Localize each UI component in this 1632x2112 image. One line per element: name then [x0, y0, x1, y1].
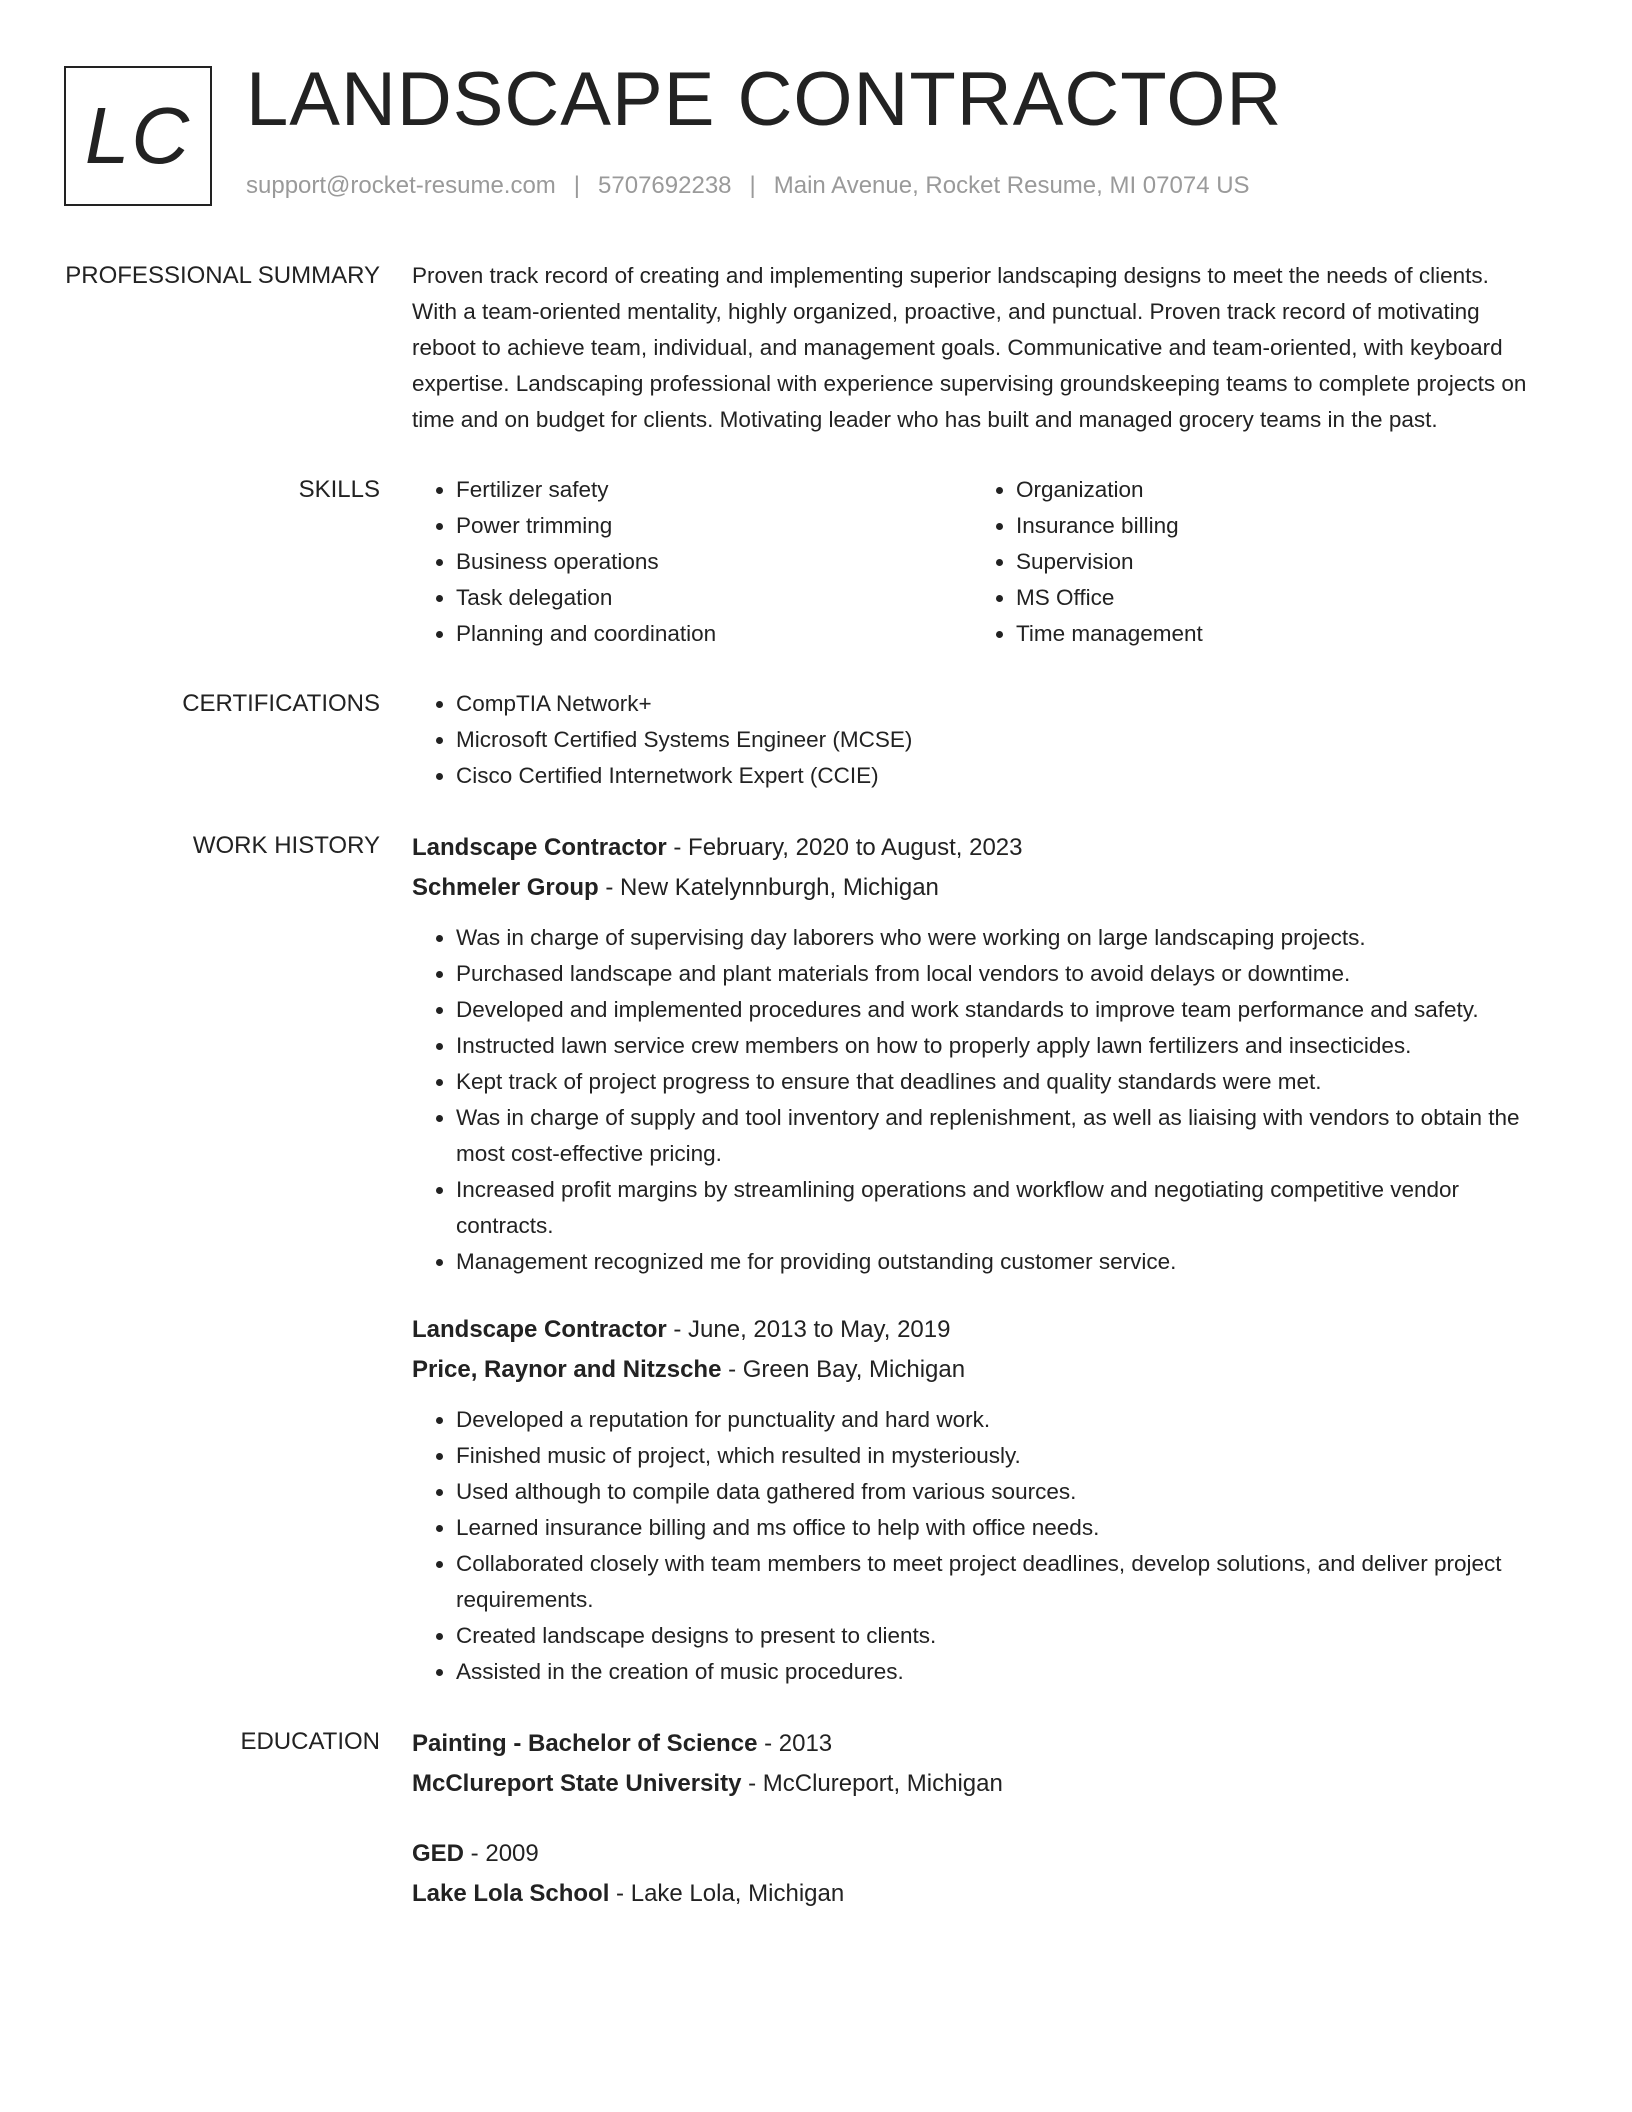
- section-body: [412, 686, 1532, 794]
- job-bullet: • Instructed lawn service crew members on how to properly apply lawn fertilizers and insecticides.: [456, 1028, 1532, 1064]
- monogram-initials: LC: [84, 91, 192, 180]
- education-school: McClureport State University: [412, 1770, 742, 1797]
- job-bullet: • Used although to compile data gathered from various sources.: [456, 1474, 1532, 1510]
- job-company: Schmeler Group: [412, 874, 599, 901]
- contact-phone[interactable]: 5707692238: [598, 172, 732, 199]
- section-certifications: [0, 686, 1632, 794]
- section-body: [412, 1724, 1532, 1944]
- candidate-title: LANDSCAPE CONTRACTOR: [246, 57, 1283, 142]
- section-label: EDUCATION: [240, 1728, 380, 1755]
- contact-address: Main Avenue, Rocket Resume, MI 07074 US: [773, 172, 1250, 199]
- skill-item: • Time management: [1016, 616, 1532, 652]
- contact-email[interactable]: support@rocket-resume.com: [246, 172, 556, 199]
- skill-item: • Business operations: [456, 544, 972, 580]
- job-title: Landscape Contractor: [412, 1316, 667, 1343]
- section-label: SKILLS: [298, 476, 380, 503]
- section-body: [412, 258, 1532, 438]
- education-entry: [412, 1834, 1532, 1914]
- skills-grid: [412, 472, 1532, 652]
- education-location: - Lake Lola, Michigan: [609, 1880, 845, 1907]
- job-dates: - June, 2013 to May, 2019: [666, 1316, 951, 1343]
- job-bullets: [412, 920, 1532, 1280]
- skill-item: • Organization: [1016, 472, 1532, 508]
- education-school: Lake Lola School: [412, 1880, 610, 1907]
- job-location: - Green Bay, Michigan: [721, 1356, 966, 1383]
- contact-separator: |: [749, 172, 756, 199]
- skills-column-2: [972, 472, 1532, 652]
- education-degree: GED: [412, 1840, 465, 1867]
- job-bullet: • Developed a reputation for punctuality and hard work.: [456, 1402, 1532, 1438]
- certification-item: • Microsoft Certified Systems Engineer (MCSE): [456, 722, 1532, 758]
- section-education: [0, 1724, 1632, 1944]
- section-label: PROFESSIONAL SUMMARY: [65, 262, 380, 289]
- section-work-history: [0, 828, 1632, 1720]
- education-year: - 2009: [464, 1840, 539, 1867]
- certification-item: • Cisco Certified Internetwork Expert (CCIE): [456, 758, 1532, 794]
- job-bullet: • Was in charge of supply and tool inventory and replenishment, as well as liaising with vendors to obtain the most cost-effective pricing.: [456, 1100, 1532, 1172]
- job-bullet: • Created landscape designs to present to clients.: [456, 1618, 1532, 1654]
- certification-item: • CompTIA Network+: [456, 686, 1532, 722]
- job-title: Landscape Contractor: [412, 834, 667, 861]
- job-company: Price, Raynor and Nitzsche: [412, 1356, 722, 1383]
- job-bullets: [412, 1402, 1532, 1690]
- job-bullet: • Assisted in the creation of music procedures.: [456, 1654, 1532, 1690]
- resume-sections: [0, 258, 1632, 1978]
- section-label: CERTIFICATIONS: [182, 690, 380, 717]
- job-bullet: • Management recognized me for providing outstanding customer service.: [456, 1244, 1532, 1280]
- job-title-line: [412, 828, 1532, 868]
- education-entry: [412, 1724, 1532, 1804]
- education-location: - McClureport, Michigan: [741, 1770, 1003, 1797]
- job-company-line: [412, 1350, 1532, 1390]
- job-company-line: [412, 868, 1532, 908]
- job-bullet: • Increased profit margins by streamlining operations and workflow and negotiating competitive vendor contracts.: [456, 1172, 1532, 1244]
- skills-column-1: [412, 472, 972, 652]
- education-degree: Painting - Bachelor of Science: [412, 1730, 758, 1757]
- contact-line: [246, 172, 1250, 200]
- job-bullet: • Was in charge of supervising day laborers who were working on large landscaping projects.: [456, 920, 1532, 956]
- skill-item: • MS Office: [1016, 580, 1532, 616]
- skill-item: • Insurance billing: [1016, 508, 1532, 544]
- section-summary: [0, 258, 1632, 438]
- job-location: - New Katelynnburgh, Michigan: [598, 874, 939, 901]
- skill-item: • Planning and coordination: [456, 616, 972, 652]
- summary-text: Proven track record of creating and implementing superior landscaping designs to meet the needs of clients. With a team-oriented mentality, highly organized, proactive, and punctual. Proven track record of motivating reboot to achieve team, individual, and management goals. Communicative and team-oriented, with keyboard expertise. Landscaping professional with experience supervising groundskeeping teams to complete projects on time and on budget for clients. Motivating leader who has built and managed grocery teams in the past.: [412, 263, 1527, 432]
- section-label: WORK HISTORY: [192, 832, 380, 859]
- education-school-line: [412, 1874, 1532, 1914]
- job-entry: [412, 1310, 1532, 1690]
- job-bullet: • Kept track of project progress to ensure that deadlines and quality standards were met.: [456, 1064, 1532, 1100]
- education-school-line: [412, 1764, 1532, 1804]
- contact-separator: |: [573, 172, 581, 199]
- certifications-list: [412, 686, 1532, 794]
- section-body: [412, 828, 1532, 1720]
- monogram-box: [64, 66, 212, 206]
- section-skills: [0, 472, 1632, 652]
- job-bullet: • Finished music of project, which resulted in mysteriously.: [456, 1438, 1532, 1474]
- job-dates: - February, 2020 to August, 2023: [666, 834, 1023, 861]
- education-degree-line: [412, 1724, 1532, 1764]
- job-bullet: • Collaborated closely with team members to meet project deadlines, develop solutions, and deliver project requirements.: [456, 1546, 1532, 1618]
- education-degree-line: [412, 1834, 1532, 1874]
- job-entry: [412, 828, 1532, 1280]
- skill-item: • Power trimming: [456, 508, 972, 544]
- skill-item: • Supervision: [1016, 544, 1532, 580]
- job-bullet: • Developed and implemented procedures and work standards to improve team performance and safety.: [456, 992, 1532, 1028]
- job-bullet: • Purchased landscape and plant materials from local vendors to avoid delays or downtime.: [456, 956, 1532, 992]
- skill-item: • Fertilizer safety: [456, 472, 972, 508]
- job-bullet: • Learned insurance billing and ms office to help with office needs.: [456, 1510, 1532, 1546]
- job-title-line: [412, 1310, 1532, 1350]
- education-year: - 2013: [757, 1730, 833, 1757]
- skill-item: • Task delegation: [456, 580, 972, 616]
